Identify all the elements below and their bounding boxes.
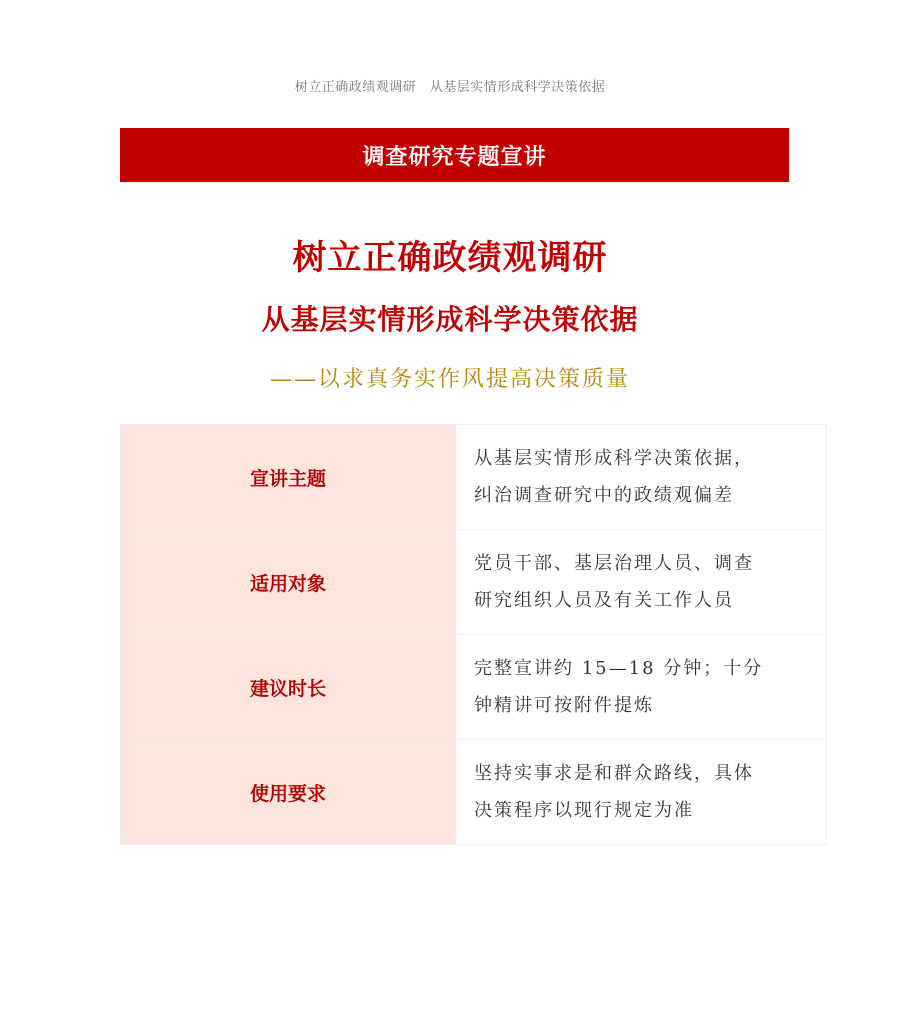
- section-banner: [120, 128, 789, 182]
- row-label-requirements: 使用要求: [121, 740, 456, 845]
- value-line: 研究组织人员及有关工作人员: [474, 590, 734, 611]
- value-line: 决策程序以现行规定为准: [474, 800, 694, 821]
- row-value-audience: [456, 530, 827, 635]
- row-label-audience: 适用对象: [121, 530, 456, 635]
- row-value-requirements: [456, 740, 827, 845]
- value-line: 钟精讲可按附件提炼: [474, 695, 654, 716]
- value-line: 从基层实情形成科学决策依据，: [474, 448, 754, 469]
- table-row: [121, 740, 827, 845]
- table-row: [121, 635, 827, 740]
- table-row: [121, 425, 827, 530]
- row-value-duration: [456, 635, 827, 740]
- row-label-duration: 建议时长: [121, 635, 456, 740]
- value-line: 党员干部、基层治理人员、调查: [474, 553, 754, 574]
- running-header: 树立正确政绩观调研 从基层实情形成科学决策依据: [294, 80, 606, 95]
- value-line: 完整宣讲约 15—18 分钟；十分: [474, 658, 764, 679]
- value-line: 纠治调查研究中的政绩观偏差: [474, 485, 734, 506]
- table-row: [121, 530, 827, 635]
- subtitle: 从基层实情形成科学决策依据: [261, 303, 639, 336]
- value-line: 坚持实事求是和群众路线，具体: [474, 763, 754, 784]
- main-title: 树立正确政绩观调研: [292, 238, 608, 278]
- tagline: ——以求真务实作风提高决策质量: [269, 367, 630, 392]
- row-label-topic: 宣讲主题: [121, 425, 456, 530]
- row-value-topic: [456, 425, 827, 530]
- banner-label: 调查研究专题宣讲: [362, 144, 547, 170]
- info-table: [120, 424, 827, 845]
